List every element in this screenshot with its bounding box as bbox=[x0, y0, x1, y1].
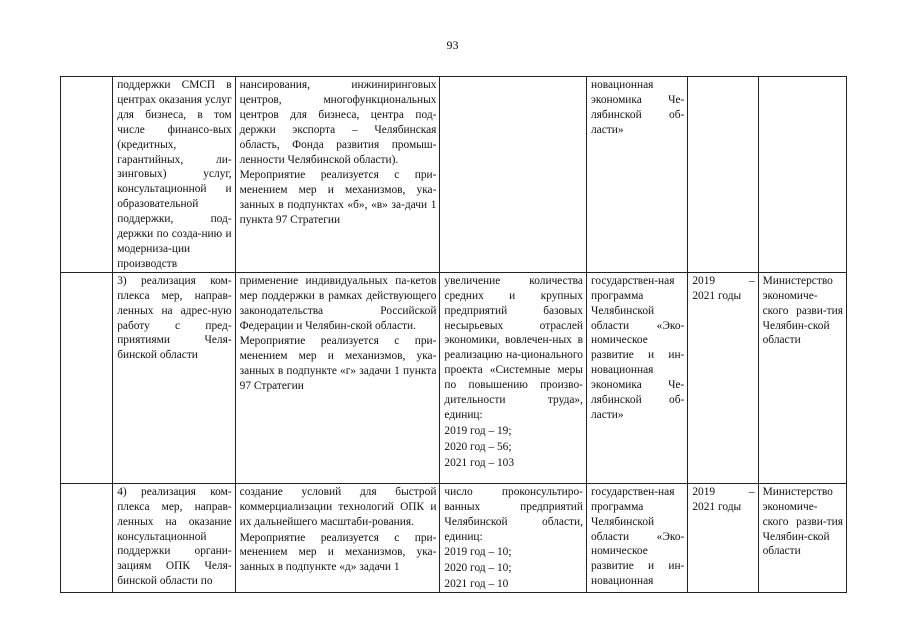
event-text: Мероприятие реализуется с при-менением мер и механизмов, ука-занных в подпункте «г» задачи 1 пункта 97 Стратегии bbox=[239, 335, 437, 393]
indicator-year-value: 2020 год – 56; bbox=[444, 440, 512, 453]
responsible-cell bbox=[758, 272, 846, 483]
indicator-year-value: 2021 год – 10 bbox=[444, 578, 509, 591]
indicator-year-value: 2020 год – 10; bbox=[444, 562, 512, 575]
table-row bbox=[61, 77, 847, 273]
event-text: Мероприятие реализуется с при-менением мер и механизмов, ука-занных в подпункте «д» задачи 1 bbox=[239, 531, 437, 574]
task-cell bbox=[113, 77, 235, 273]
indicator-cell bbox=[440, 272, 587, 483]
responsible-text: Министерство экономиче-ского разви-тия Челябин-ской области bbox=[762, 485, 843, 558]
event-text: нансирования, инжиниринговых центров, многофункциональных центров для бизнеса, центра под-держки экспорта – Челябинская область, Фонда развития промыш-ленности Челябинской области). bbox=[239, 79, 437, 166]
task-text: 4) реализация ком-плекса мер, направ-ленных на оказание консультационной поддержки органи-зациям ОПК Челя-бинской области по bbox=[117, 485, 232, 588]
indicator-year-value: 2019 год – 10; bbox=[444, 546, 512, 559]
indicator-text: число проконсультиро-ванных предприятий Челябинской области, единиц: bbox=[444, 485, 583, 543]
event-text: создание условий для быстрой коммерциализации технологий ОПК и их дальнейшего масштаби-рования. bbox=[239, 485, 437, 528]
table-row bbox=[61, 272, 847, 483]
period-dash: – bbox=[748, 485, 755, 498]
indicator-year-value: 2019 год – 19; bbox=[444, 424, 512, 437]
period-cell bbox=[688, 77, 758, 273]
row-number-cell bbox=[61, 272, 113, 483]
responsible-cell bbox=[758, 77, 846, 273]
period-cell bbox=[688, 483, 758, 592]
indicator-year-value: 2021 год – 103 bbox=[444, 456, 515, 469]
event-cell bbox=[235, 483, 440, 592]
program-cell bbox=[586, 483, 687, 592]
indicator-cell bbox=[440, 77, 587, 273]
strategy-measures-table bbox=[60, 76, 847, 593]
program-text: государствен-ная программа Челябинской области «Эко-номическое развитие и ин-новационная bbox=[590, 485, 685, 588]
event-text: Мероприятие реализуется с при-менением мер и механизмов, ука-занных в подпунктах «б», «в» за-дачи 1 пункта 97 Стратегии bbox=[239, 169, 437, 227]
period-dash: – bbox=[748, 274, 755, 287]
program-cell bbox=[586, 77, 687, 273]
task-cell bbox=[113, 272, 235, 483]
period-cell bbox=[688, 272, 758, 483]
period-end: 2021 годы bbox=[692, 500, 742, 513]
task-text: 3) реализация ком-плекса мер, направ-ленных на адрес-ную работу с пред-приятиями Челя-бинской области bbox=[117, 274, 232, 362]
period-start: 2019 bbox=[692, 485, 716, 498]
page-number: 93 bbox=[446, 38, 459, 52]
program-text: государствен-ная программа Челябинской области «Эко-номическое развитие и ин-новационная экономика Че-лябинской об-ласти» bbox=[590, 274, 685, 421]
responsible-cell bbox=[758, 483, 846, 592]
indicator-cell bbox=[440, 483, 587, 592]
event-cell bbox=[235, 272, 440, 483]
responsible-text: Министерство экономиче-ского разви-тия Челябин-ской области bbox=[762, 274, 843, 347]
program-text: новационная экономика Че-лябинской об-ласти» bbox=[590, 79, 685, 136]
program-cell bbox=[586, 272, 687, 483]
task-text: поддержки СМСП в центрах оказания услуг для бизнеса, в том числе финансо-вых (кредитных, гарантийных, ли-зинговых) услуг, консультационной и образовательной поддержки, под-держки по созда-нию и модерниза-ции производств bbox=[117, 79, 232, 270]
event-cell bbox=[235, 77, 440, 273]
indicator-text: увеличение количества средних и крупных предприятий базовых несырьевых отраслей экономики, вовлечен-ных в реализацию на-ционального проекта «Системные меры по повышению произво-дительности труда», единиц: bbox=[444, 274, 583, 421]
task-cell bbox=[113, 483, 235, 592]
row-number-cell bbox=[61, 483, 113, 592]
row-number-cell bbox=[61, 77, 113, 273]
table-row bbox=[61, 483, 847, 592]
event-text: применение индивидуальных па-кетов мер поддержки в рамках действующего законодательства Российской Федерации и Челябин-ской области. bbox=[239, 274, 437, 332]
period-start: 2019 bbox=[692, 274, 716, 287]
period-end: 2021 годы bbox=[692, 289, 742, 302]
